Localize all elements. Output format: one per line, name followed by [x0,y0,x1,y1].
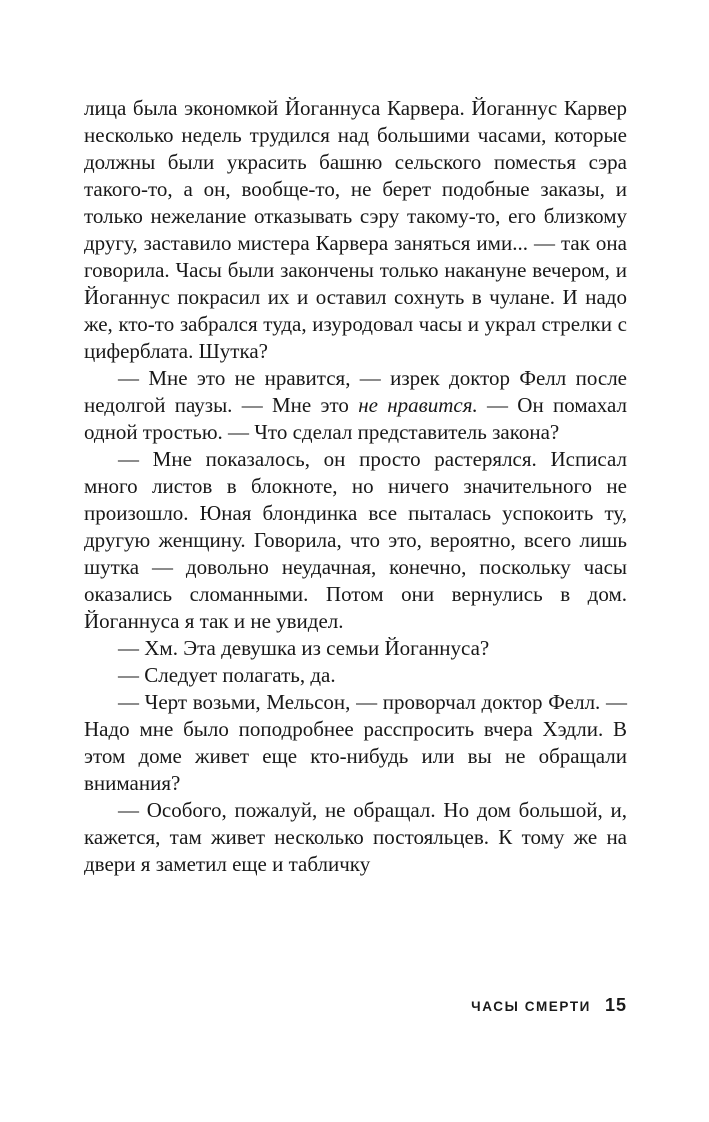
text-segment: лица была экономкой Йоганнуса Карвера. Йоганнус Карвер несколько недель трудился над большими часами, которые должны были украсить башню сельского поместья сэра такого-то, а он, вообще-то, не берет подобные заказы, и только нежелание отказывать сэру такому-то, его близкому другу, заставило мистера Карвера заняться ими... — так она говорила. Часы были закончены только накануне вечером, и Йоганнус покрасил их и оставил сохнуть в чулане. И надо же, кто-то забрался туда, изуродовал часы и украл стрелки с циферблата. Шутка? [84,96,627,363]
text-segment: — Мне это не нравится, — изрек доктор Фелл после недолгой паузы. — Мне это [84,366,627,417]
italic-text-segment: не нравится. [358,393,478,417]
text-segment: — Мне показалось, он просто растерялся. Исписал много листов в блокноте, но ничего значительного не произошло. Юная блондинка все пыталась успокоить ту, другую женщину. Говорила, что это, вероятно, всего лишь шутка — довольно неудачная, конечно, поскольку часы оказались сломанными. Потом они вернулись в дом. Йоганнуса я так и не увидел. [84,447,627,633]
page-footer [471,995,627,1016]
paragraph [84,635,627,662]
running-title: ЧАСЫ СМЕРТИ [471,999,591,1014]
paragraph [84,689,627,797]
text-segment: — Черт возьми, Мельсон, — проворчал доктор Фелл. — Надо мне было поподробнее расспросить вчера Хэдли. В этом доме живет еще кто-нибудь или вы не обращали внимания? [84,690,627,795]
text-segment: — Хм. Эта девушка из семьи Йоганнуса? [118,636,490,660]
paragraph [84,446,627,635]
page-number: 15 [604,995,627,1015]
text-segment: — Следует полагать, да. [118,663,336,687]
paragraph [84,365,627,446]
paragraph [84,662,627,689]
paragraph [84,95,627,365]
paragraph [84,797,627,878]
text-segment: — Он помахал одной тростью. — Что сделал представитель закона? [84,393,627,444]
page-text-block [84,95,627,878]
text-segment: — Особого, пожалуй, не обращал. Но дом большой, и, кажется, там живет несколько постояльцев. К тому же на двери я заметил еще и табличку [84,798,627,876]
